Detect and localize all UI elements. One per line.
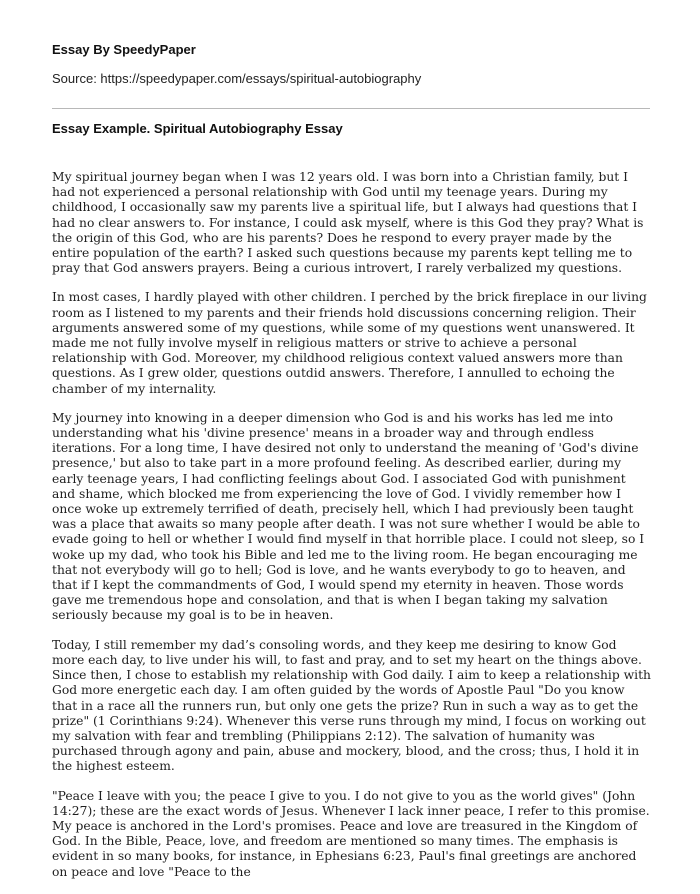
essay-paragraph: "Peace I leave with you; the peace I give to you. I do not give to you as the world gives" (John 14:27); these are the exact words of Jesus. Whenever I lack inner peace, I refer to this promise. My peace is anchored in the Lord's promises. Peace and love are treasured in the Kingdom of God. In the Bible, Peace, love, and freedom are mentioned so many times. The emphasis is evident in so many books, for instance, in Ephesians 6:23, Paul's final greetings are anchored on peace and love "Peace to the (52, 788, 650, 879)
header-divider (52, 108, 650, 109)
essay-paragraph: Today, I still remember my dad’s consoling words, and they keep me desiring to know God more each day, to live under his will, to fast and pray, and to set my heart on the things above. Since then, I chose to establish my relationship with God daily. I aim to keep a relationship with God more energetic each day. I am often guided by the words of Apostle Paul "Do you know that in a race all the runners run, but only one gets the prize? Run in such a way as to get the prize" (1 Corinthians 9:24). Whenever this verse runs through my mind, I focus on working out my salvation with fear and trembling (Philippians 2:12). The salvation of humanity was purchased through agony and pain, abuse and mockery, blood, and the cross; thus, I hold it in the highest esteem. (52, 637, 651, 774)
publisher-title: Essay By SpeedyPaper (52, 42, 196, 57)
essay-body (52, 170, 652, 894)
essay-paragraph: My journey into knowing in a deeper dimension who God is and his works has led me into understanding what his 'divine presence' means in a broader way and through endless iterations. For a long time, I have desired not only to understand the meaning of 'God's divine presence,' but also to take part in a more profound feeling. As described earlier, during my early teenage years, I had conflicting feelings about God. I associated God with punishment and shame, which blocked me from experiencing the love of God. I vividly remember how I once woke up extremely terrified of death, precisely hell, which I had previously been taught was a place that awaits so many people after death. I was not sure whether I would be able to evade going to hell or whether I would find myself in that horrible place. I could not sleep, so I woke up my dad, who took his Bible and led me to the living room. He began encouraging me that not everybody will go to hell; God is love, and he wants everybody to go to heaven, and that if I kept the commandments of God, I would spend my eternity in heaven. Those words gave me tremendous hope and consolation, and that is when I began taking my salvation seriously because my goal is to be in heaven. (52, 410, 645, 623)
essay-paragraph: In most cases, I hardly played with other children. I perched by the brick fireplace in our living room as I listened to my parents and their friends hold discussions concerning religion. Their arguments answered some of my questions, while some of my questions went unanswered. It made me not fully involve myself in religious matters or strive to achieve a personal relationship with God. Moreover, my childhood religious context valued answers more than questions. As I grew older, questions outdid answers. Therefore, I annulled to echoing the chamber of my internality. (52, 290, 647, 396)
essay-title: Essay Example. Spiritual Autobiography Essay (52, 121, 343, 136)
essay-paragraph: My spiritual journey began when I was 12 years old. I was born into a Christian family, but I had not experienced a personal relationship with God until my teenage years. During my childhood, I occasionally saw my parents live a spiritual life, but I always had questions that I had no clear answers to. For instance, I could ask myself, where is this God they pray? What is the origin of this God, who are his parents? Does he respond to every prayer made by the entire population of the earth? I asked such questions because my parents kept telling me to pray that God answers prayers. Being a curious introvert, I rarely verbalized my questions. (52, 170, 644, 276)
source-line: Source: https://speedypaper.com/essays/spiritual-autobiography (52, 71, 422, 86)
